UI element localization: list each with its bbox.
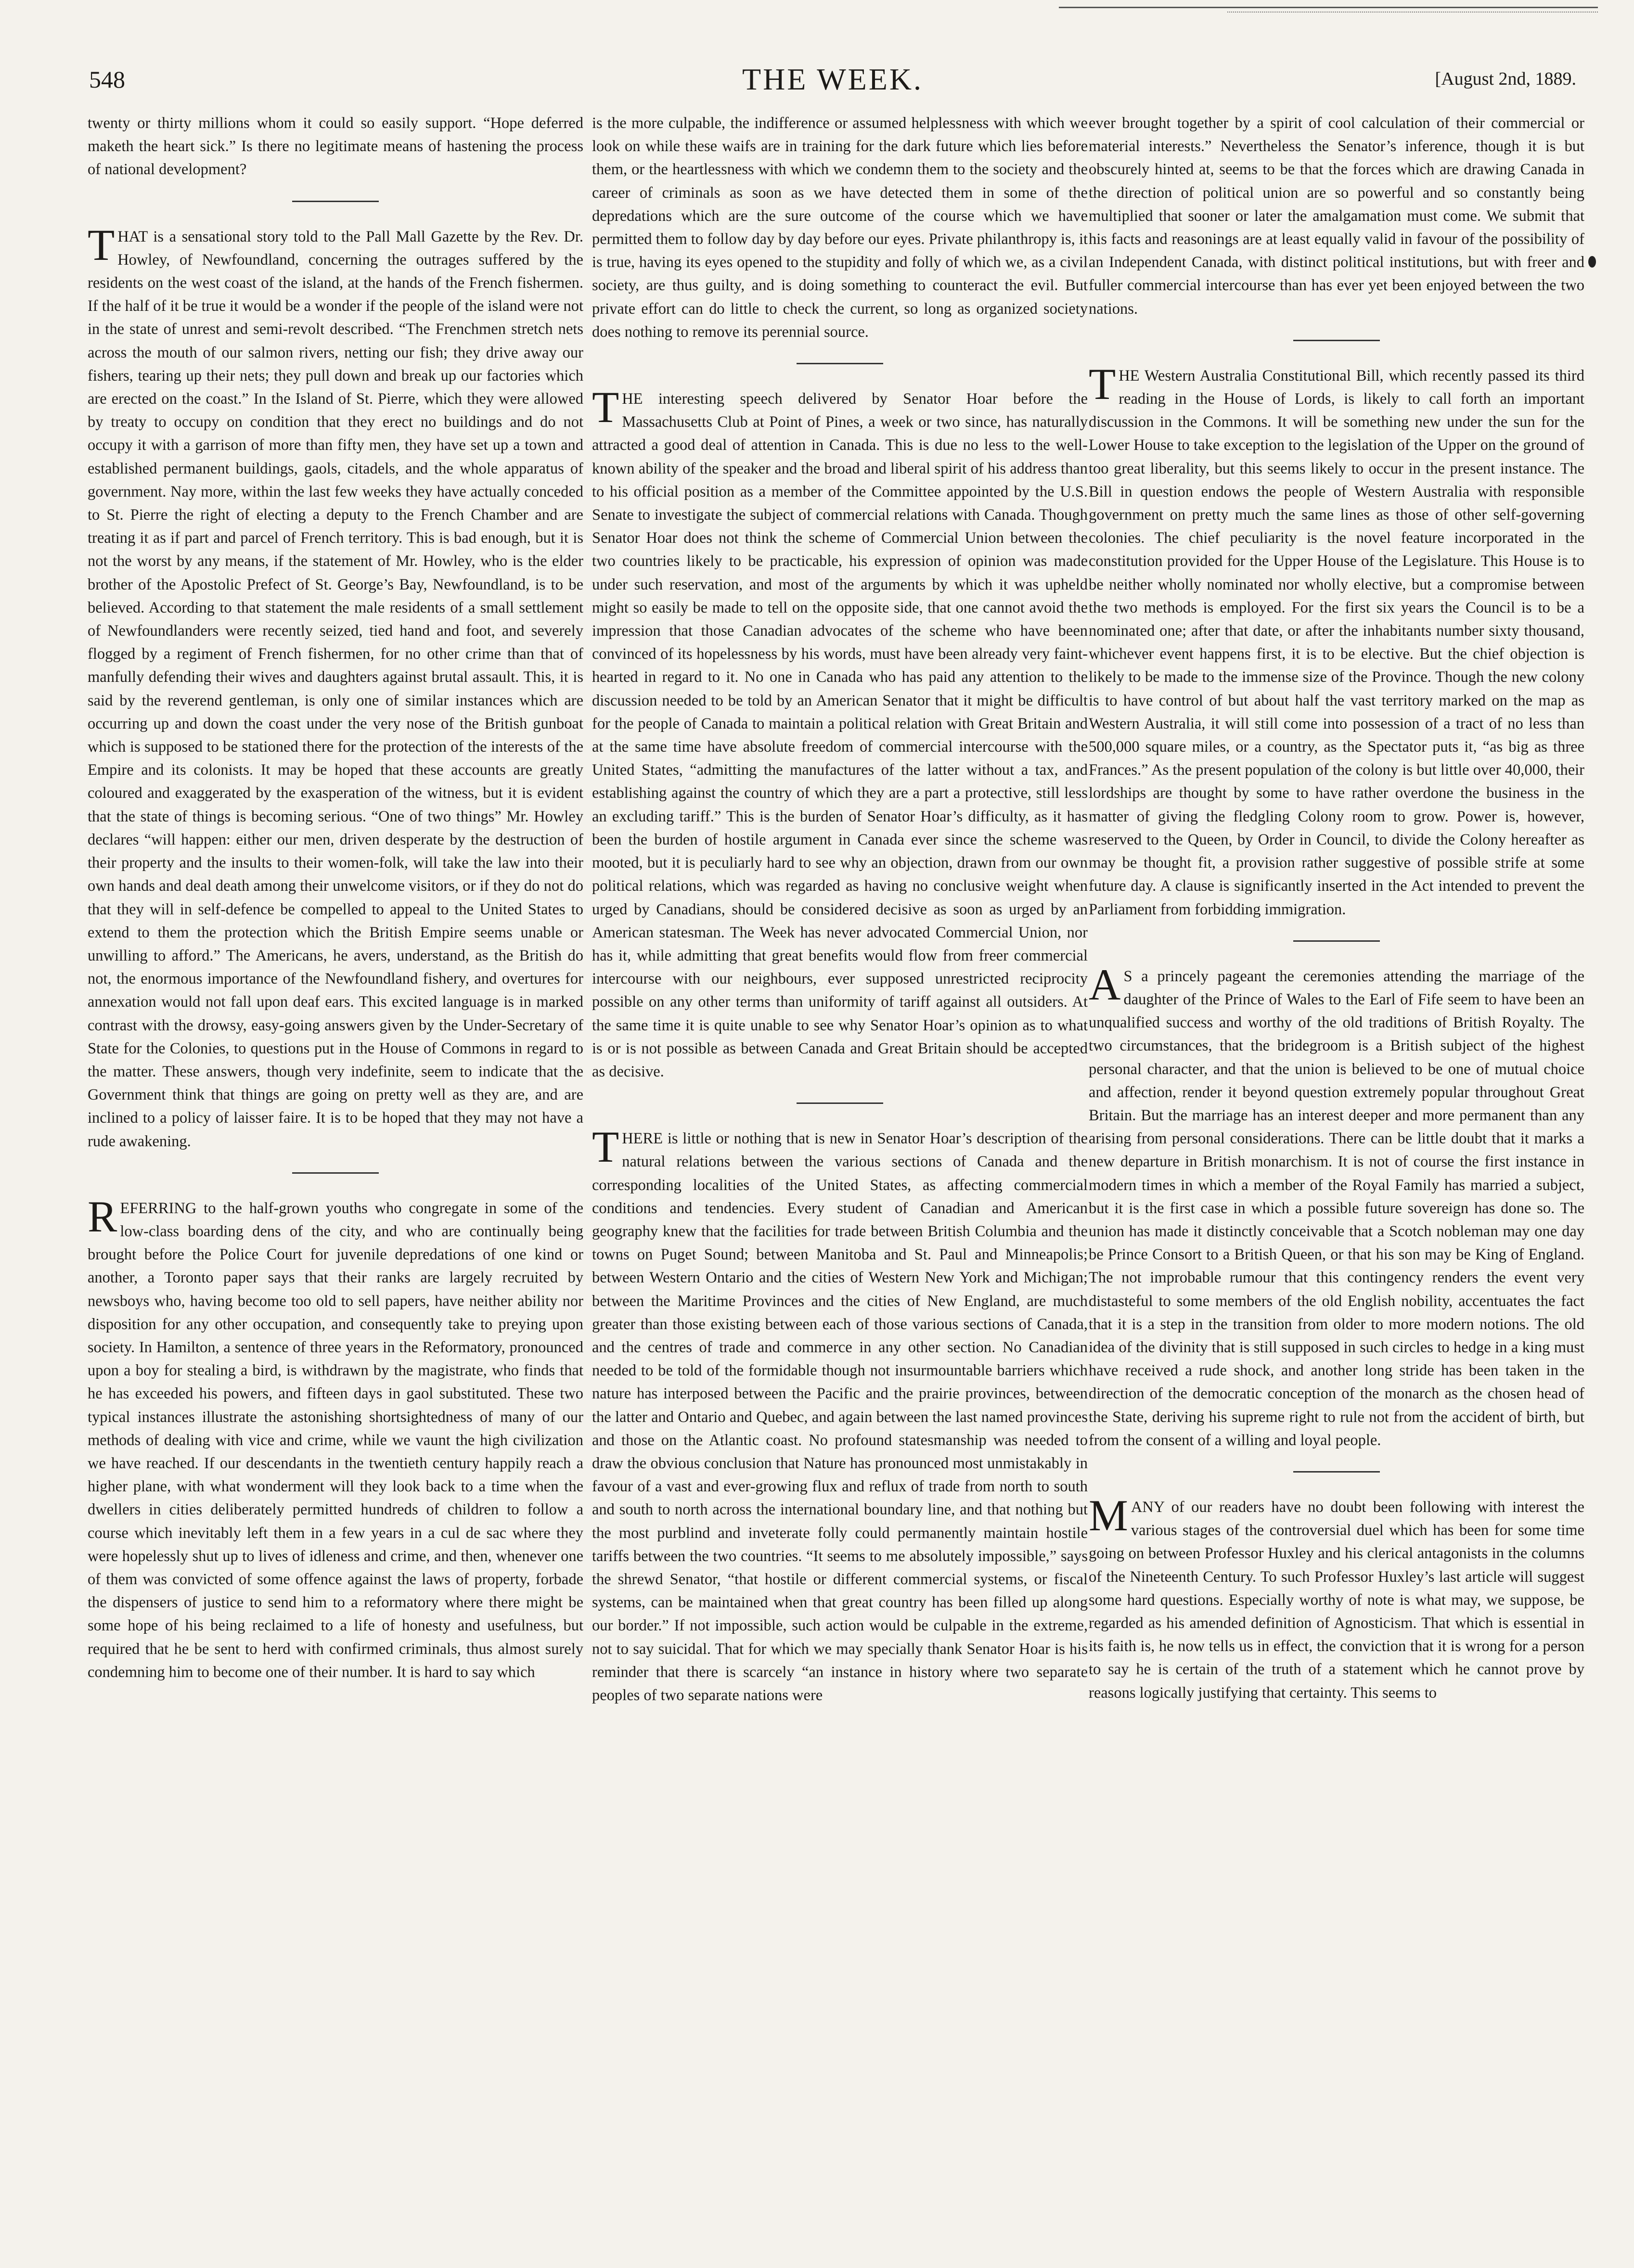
article-body: HE interesting speech delivered by Senator Hoar before the Massachusetts Club at Point of Pines, a week or two since, has naturally attracted a good deal of attention in Canada. This is due no less to the well-known ability of the speaker and the broad and liberal spirit of his address than to his official position as a member of the Committee appointed by the U.S. Senate to investigate the subject of commercial relations with Canada. Though Senator Hoar does not think the scheme of Commercial Union between the two countries likely to be practicable, his expression of opinion was made under such reservation, and most of the arguments by which it was upheld might so easily be made to tell on the opposite side, that one cannot avoid the impression that those Canadian advocates of the scheme who have been convinced of its hopelessness by his words, must have been already very faint-hearted in regard to it. No one in Canada who has paid any attention to the discussion needed to be told by an American Senator that it might be difficult for the people of Canada to maintain a political relation with Great Britain and at the same time have absolute freedom of commercial intercourse with the United States, “admitting the manufactures of the latter without a tax, and establishing against the country of which they are a part a protective, still less an excluding tariff.” This is the burden of Senator Hoar’s difficulty, as it has been the burden of hostile argument in Canada ever since the scheme was mooted, but it is peculiarly hard to see why an objection, drawn from our own political relations, which was regarded as having no conclusive weight when urged by Canadians, should be considered decisive as soon as urged by an American statesman. The Week has never advocated Commercial Union, nor has it, while admitting that great benefits would flow from freer commercial intercourse with our neighbours, ever supposed unrestricted reciprocity possible on any other terms than uniformity of tariff against all outsiders. At the same time it is quite unable to see why Senator Hoar’s opinion as to what is or is not possible as between Canada and Great Britain should be accepted as decisive. (592, 390, 1088, 1080)
masthead-title: THE WEEK. (742, 62, 924, 96)
article-juvenile-offenders (88, 1192, 583, 1684)
section-divider (292, 1172, 379, 1174)
section-divider (1293, 1471, 1380, 1473)
drop-cap: M (1089, 1490, 1128, 1540)
drop-cap: T (88, 220, 115, 269)
article-body: ANY of our readers have no doubt been following with interest the various stages of the controversial duel which has been for some time going on between Professor Huxley and his clerical antagonists in the columns of the Nineteenth Century. To such Professor Huxley’s last article will suggest some hard questions. Especially worthy of note is what may, we suppose, be regarded as his amended definition of Agnosticism. That which is essential in its faith is, he now tells us in effect, the conviction that it is wrong for a person to say he is certain of the truth of a statement which he cannot prove by reasons logically justifying that certainty. This seems to (1089, 1498, 1584, 1702)
article-royal-marriage (1089, 960, 1584, 1452)
continued-paragraph: twenty or thirty millions whom it could so easily support. “Hope deferred maketh the heart sick.” Is there no legitimate means of hastening the process of national development? (88, 115, 583, 179)
section-divider (292, 201, 379, 202)
drop-cap: A (1089, 960, 1121, 1009)
continued-paragraph: ever brought together by a spirit of cool calculation of their commercial or material interests.” Nevertheless the Senator’s inference, though it is but obscurely hinted at, seems to be that the forces which are drawing Canada in the direction of political union are so powerful and so constantly being multiplied that sooner or later the amalgamation must come. We submit that his facts and reasonings are at least equally valid in favour of the possibility of an Independent Canada, with distinct political institutions, but with freer and fuller commercial intercourse than has ever yet been enjoyed between the two nations. (1089, 115, 1584, 318)
issue-date: [August 2nd, 1889. (1435, 69, 1576, 89)
drop-cap: T (592, 1122, 619, 1172)
article-body: EFERRING to the half-grown youths who congregate in some of the low-class boarding dens of the city, and who are continually being brought before the Police Court for juvenile depredations of one kind or another, a Toronto paper says that their ranks are largely recruited by newsboys who, having become too old to sell papers, have neither ability nor disposition for any other occupation, and consequently take to preying upon society. In Hamilton, a sentence of three years in the Reformatory, pronounced upon a boy for stealing a bird, is withdrawn by the magistrate, who finds that he has exceeded his powers, and fifteen days in gaol substituted. These two typical instances illustrate the astonishing shortsightedness of many of our methods of dealing with vice and crime, while we vaunt the high civilization we have reached. If our descendants in the twentieth century happily reach a higher plane, with what wonderment will they look back to a time when the dwellers in cities deliberately permitted hundreds of children to follow a course which inevitably left them in a few years in a cul de sac where they were hopelessly shut up to lives of idleness and crime, and then, whenever one of them was convicted of some offence against the laws of property, forbade the dispensers of justice to send him to a reformatory where there might be some hope of his being reclaimed to a life of honesty and usefulness, but required that he be sent to herd with confirmed criminals, thus almost surely condemning him to become one of their number. It is hard to say which (88, 1199, 583, 1681)
article-body: HE Western Australia Constitutional Bill, which recently passed its third reading in the House of Lords, is likely to call forth an important discussion in the Commons. It will be something new under the sun for the Lower House to take exception to the legislation of the Upper on the ground of too great liberality, but this seems likely to occur in the present instance. The Bill in question endows the people of Western Australia with responsible government on pretty much the same lines as those of other self-governing colonies. The chief peculiarity is the novel feature incorporated in the constitution provided for the Upper House of the Legislature. This House is to be neither wholly nominated nor wholly elective, but a compromise between the two methods is employed. For the first six years the Council is to be a nominated one; after that date, or after the inhabitants number sixty thousand, whichever event happens first, it is to be elective. But the chief objection is likely to be made to the immense size of the Province. Though the new colony is to have control of but about half the vast territory marked on the map as Western Australia, it will still come into possession of a tract of no less than 500,000 square miles, or a country, as the Spectator puts it, “as big as three Frances.” As the present population of the colony is but little over 40,000, their lordships are thought by some to have rather overdone the business in the matter of giving the fledgling Colony room to grow. Power is, however, reserved to the Queen, by Order in Council, to divide the Colony hereafter as may be thought fit, a provision rather suggestive of possible strife at some future day. A clause is significantly inserted in the Act intended to prevent the Parliament from forbidding immigration. (1089, 367, 1584, 918)
article-body: HERE is little or nothing that is new in Senator Hoar’s description of the natural relations between the various sections of Canada and the corresponding localities of the United States, as affecting commercial conditions and tendencies. Every student of Canadian and American geography knew that the facilities for trade between British Columbia and the towns on Puget Sound; between Manitoba and St. Paul and Minneapolis; between Western Ontario and the cities of Western New York and Michigan; between the Maritime Provinces and the cities of New England, are much greater than those existing between each of those various sections of Canada, and the centres of trade and commerce in any other section. No Canadian needed to be told of the formidable though not insurmountable barriers which nature has interposed between the Pacific and the prairie provinces, between the latter and Ontario and Quebec, and again between the last named provinces and those on the Atlantic coast. No profound statesmanship was needed to draw the obvious conclusion that Nature has pronounced most unmistakably in favour of a vast and ever-growing flux and reflux of trade from north to south and south to north across the international boundary line, and that nothing but the most purblind and inveterate folly could permanently maintain hostile tariffs between the two countries. “It seems to me absolutely impossible,” says the shrewd Senator, “that hostile or different commercial systems, or fiscal systems, can be maintained when that great country has been filled up along our border.” If not impossible, such action would be culpable in the extreme, not to say suicidal. That for which we may specially thank Senator Hoar is his reminder that there is scarcely “an instance in history where two separate peoples of two separate nations were (592, 1130, 1088, 1704)
article-western-australia (1089, 359, 1584, 921)
article-natural-relations (592, 1122, 1088, 1707)
page-number: 548 (89, 66, 125, 93)
column-3 (1089, 112, 1584, 2248)
top-dotted-rule (1227, 12, 1598, 13)
top-border-rule (1059, 7, 1598, 8)
section-divider (797, 1102, 883, 1104)
drop-cap: T (592, 383, 619, 432)
section-divider (1293, 940, 1380, 942)
drop-cap: T (1089, 359, 1116, 409)
article-senator-hoar (592, 383, 1088, 1083)
article-body: HAT is a sensational story told to the Pall Mall Gazette by the Rev. Dr. Howley, of Newfoundland, concerning the outrages suffered by the residents on the west coast of the island, at the hands of the French fishermen. If the half of it be true it would be a wonder if the people of the island were not in the state of unrest and semi-revolt described. “The Frenchmen stretch nets across the mouth of our salmon rivers, netting our fish; they drive away our fishers, tearing up their nets; they pull down and break up our factories which are erected on the coast.” In the Island of St. Pierre, which they were allowed by treaty to occupy on condition that they erect no buildings and do not occupy it with a garrison of more than fifty men, they have set up a town and established permanent buildings, gaols, citadels, and the whole apparatus of government. Nay more, within the last few weeks they have actually conceded to St. Pierre the right of electing a deputy to the French Chamber and are treating it as if part and parcel of French territory. This is bad enough, but it is not the worst by any means, if the statement of Mr. Howley, who is the elder brother of the Apostolic Prefect of St. George’s Bay, Newfoundland, is to be believed. According to that statement the male residents of a small settlement of Newfoundlanders were recently seized, tied hand and foot, and severely flogged by a regiment of French fishermen, for no other crime than that of manfully defending their wives and daughters against brutal assault. This, it is said by the reverend gentleman, is only one of similar instances which are occurring up and down the coast under the very nose of the British gunboat which is supposed to be stationed there for the protection of the interests of the Empire and its colonists. It may be hoped that these accounts are greatly coloured and exaggerated by the exasperation of the witness, but it is evident that the state of things is becoming serious. “One of two things” Mr. Howley declares “will happen: either our men, driven desperate by the destruction of their property and the insults to their women-folk, will take the law into their own hands and deal death among their unwelcome visitors, or if they do not do that they will in self-defence be compelled to appeal to the United States to extend to them the protection which the British Empire seems unable or unwilling to afford.” The Americans, he avers, understand, as the British do not, the enormous importance of the Newfoundland fishery, and overtures for annexation would not fall upon deaf ears. This excited language is in marked contrast with the drowsy, easy-going answers given by the Under-Secretary of State for the Colonies, to questions put in the House of Commons in regard to the matter. These answers, though very indefinite, seem to indicate that the Government think that things are going on pretty well as they are, and are inclined to a policy of laisser faire. It is to be hoped that they may not have a rude awakening. (88, 228, 583, 1150)
page-header (89, 62, 1576, 98)
margin-ink-mark (1588, 256, 1596, 268)
drop-cap: R (88, 1192, 117, 1241)
continued-paragraph: is the more culpable, the indifference or assumed helplessness with which we look on while these waifs are in training for the dark future which lies before them, or the heartlessness with which we condemn them to the society and the career of criminals as soon as we have detected them in some of the depredations which are the sure outcome of the course which we have permitted them to follow day by day before our eyes. Private philanthropy is, it is true, having its eyes opened to the stupidity and folly of which we, as a civil society, are thus guilty, and is doing something to counteract the evil. But private effort can do little to check the current, so long as organized society does nothing to remove its perennial source. (592, 115, 1088, 341)
column-1 (88, 112, 583, 2248)
column-2 (592, 112, 1088, 2248)
article-body: S a princely pageant the ceremonies attending the marriage of the daughter of the Prince of Wales to the Earl of Fife seem to have been an unqualified success and worthy of the old traditions of British Royalty. The two circumstances, that the bridegroom is a British subject of the highest personal character, and that the union is believed to be one of mutual choice and affection, render it beyond question extremely popular throughout Great Britain. But the marriage has an interest deeper and more permanent than any arising from personal considerations. There can be little doubt that it marks a new departure in British monarchism. It is not of course the first instance in modern times in which a member of the Royal Family has married a subject, but it is the first case in which a possible future sovereign has done so. The union has made it distinctly conceivable that a Scotch nobleman may one day be Prince Consort to a British Queen, or that his son may be King of England. The not improbable rumour that this contingency renders the event very distasteful to some members of the old English nobility, accentuates the fact that it is a step in the transition from older to more modern notions. The old idea of the divinity that is still supposed in such circles to hedge in a king must have received a rude shock, and another long stride has been taken in the direction of the democratic conception of the monarch as the chosen head of the State, deriving his supreme right to rule not from the accident of birth, but from the consent of a willing and loyal people. (1089, 967, 1584, 1449)
section-divider (797, 363, 883, 364)
article-huxley (1089, 1490, 1584, 1704)
article-newfoundland (88, 220, 583, 1153)
section-divider (1293, 340, 1380, 341)
